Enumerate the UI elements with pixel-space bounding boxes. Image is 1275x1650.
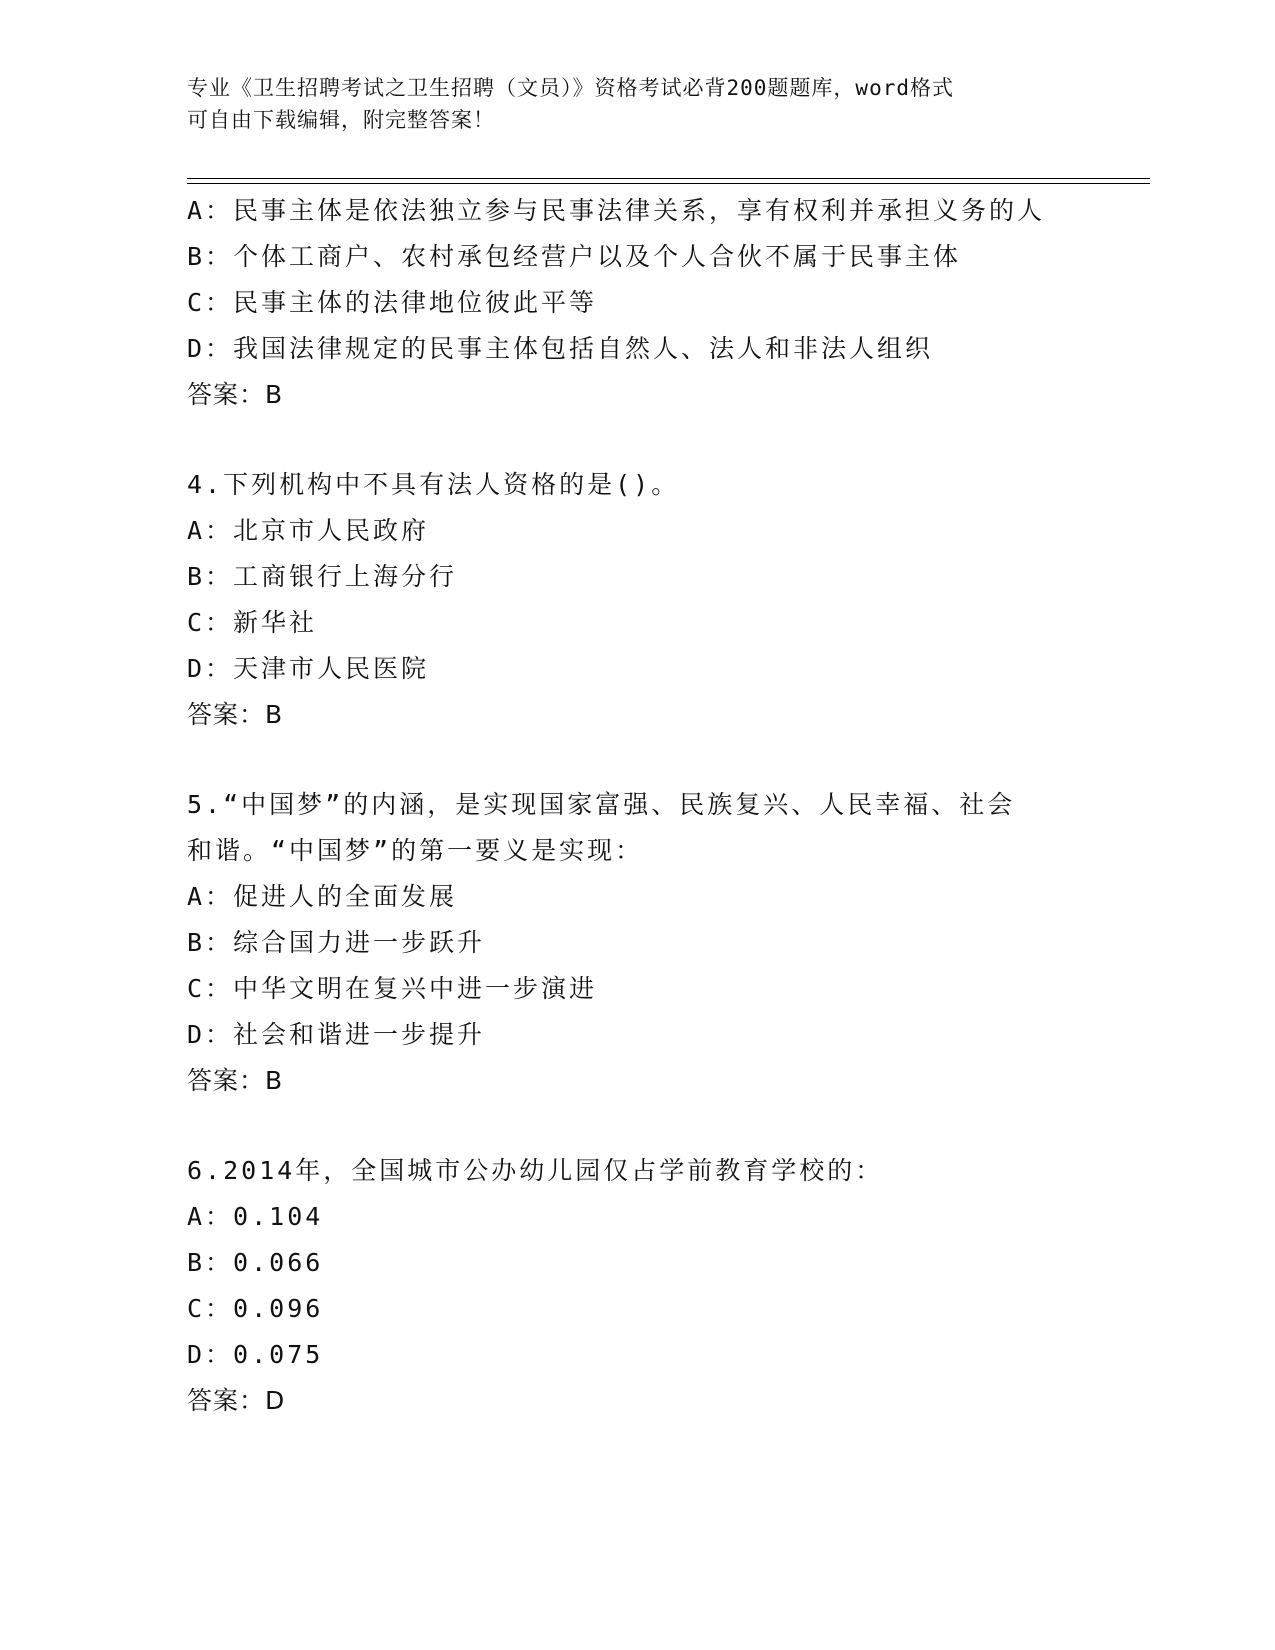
option-d: D：我国法律规定的民事主体包括自然人、法人和非法人组织 xyxy=(187,334,934,363)
answer: 答案：B xyxy=(187,380,284,409)
question-text: 4.下列机构中不具有法人资格的是()。 xyxy=(187,470,680,499)
header-line-2: 可自由下载编辑，附完整答案！ xyxy=(187,108,495,132)
option-a: A：民事主体是依法独立参与民事法律关系，享有权利并承担义务的人 xyxy=(187,196,1046,225)
question-6 xyxy=(187,1148,1087,1424)
option-b: B：综合国力进一步跃升 xyxy=(187,928,486,957)
question-3 xyxy=(187,188,1087,418)
question-text-line-1: 5.“中国梦”的内涵，是实现国家富强、民族复兴、人民幸福、社会 xyxy=(187,790,1016,819)
question-5 xyxy=(187,782,1087,1104)
answer: 答案：B xyxy=(187,1066,284,1095)
option-d: D：社会和谐进一步提升 xyxy=(187,1020,486,1049)
answer: 答案：B xyxy=(187,700,284,729)
header-divider-top xyxy=(187,178,1150,179)
option-c: C：民事主体的法律地位彼此平等 xyxy=(187,288,598,317)
question-text: 6.2014年，全国城市公办幼儿园仅占学前教育学校的： xyxy=(187,1156,884,1185)
header-divider-bottom xyxy=(187,183,1150,184)
document-header xyxy=(187,72,1067,136)
spacer xyxy=(187,738,1087,782)
option-c: C：新华社 xyxy=(187,608,318,637)
option-d: D：0.075 xyxy=(187,1340,324,1369)
option-a: A：0.104 xyxy=(187,1202,324,1231)
option-b: B：个体工商户、农村承包经营户以及个人合伙不属于民事主体 xyxy=(187,242,962,271)
question-text-line-2: 和谐。“中国梦”的第一要义是实现： xyxy=(187,836,644,865)
spacer xyxy=(187,418,1087,462)
option-c: C：中华文明在复兴中进一步演进 xyxy=(187,974,598,1003)
option-d: D：天津市人民医院 xyxy=(187,654,430,683)
spacer xyxy=(187,1104,1087,1148)
option-a: A：北京市人民政府 xyxy=(187,516,430,545)
answer: 答案：D xyxy=(187,1386,286,1415)
option-c: C：0.096 xyxy=(187,1294,324,1323)
option-b: B：工商银行上海分行 xyxy=(187,562,458,591)
header-line-1: 专业《卫生招聘考试之卫生招聘（文员）》资格考试必背200题题库，word格式 xyxy=(187,76,954,100)
question-list xyxy=(187,188,1087,1424)
option-b: B：0.066 xyxy=(187,1248,324,1277)
question-4 xyxy=(187,462,1087,738)
option-a: A：促进人的全面发展 xyxy=(187,882,458,911)
